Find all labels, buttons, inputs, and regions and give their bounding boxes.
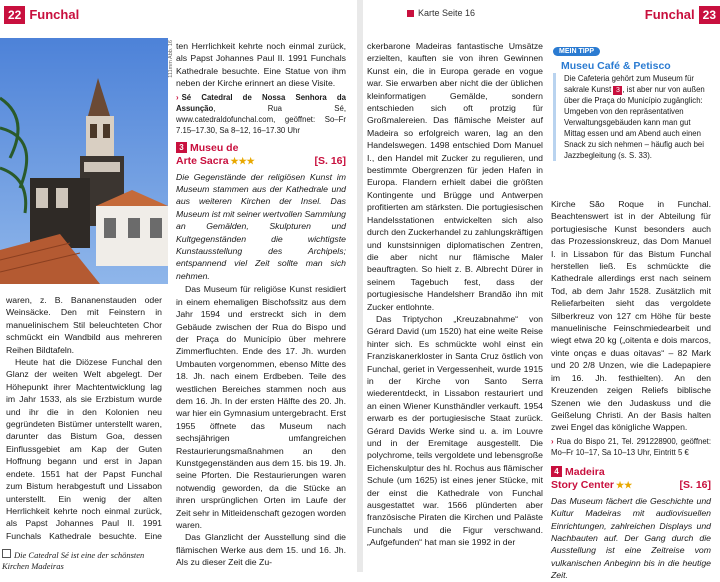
- tip-badge: MEIN TIPP: [553, 47, 600, 56]
- left-page: [0, 0, 357, 572]
- right-page-header: [645, 6, 720, 24]
- info-museum: [551, 436, 711, 458]
- tip-text: Die Cafeteria gehört zum Museum für sakrale Kunst: [564, 74, 695, 94]
- paragraph: Kirche São Roque in Funchal. Beachtenswert ist in der Abteilung für portugiesische Kunst besonders auch das Prozessionskreuz, das Dom Manuel I. in Lissabon für das Bistum Funchal herstellen ließ. Es schmückte die Kathedrale allerdings erst nach seinem Tod, ab dem Jahr 1528. Zusätzlich mit Reliefarbeiten sieht das vergoldete Silberkreuz von 127 cm Höhe für beste manuelinische Feinschmiedearbeit und wiegt etwa 20 kg („oitenta e dois marcos, vinte onças e duas oitavas“ – 82 Mark und 20 2/8 Unzen, wie die Ladepapiere im 16. Jh. festhielten). An den Kreuzenden zeigen Reliefs biblische Szenen wie den Judaskuss und die Geißelung Christi. An der Basis halten zwei Engel das königliche Wappen.: [551, 199, 711, 433]
- paragraph: Heute hat die Diözese Funchal den Glanz der weiten Welt abgelegt. Der Höhepunkt ihrer Machtentwicklung lag im Jahr 1533, als sie Erzbistum wurde und ihr die in den Kolonien neu gegründeten Bistümer unterstellt waren, darunter das Bistum Goa, dessen Einflussgebiet am Kap der Guten Hoffnung begann und erst in Japan endete. 1551 hat der Papst Funchal zum Bistum herabgestuft und Lissabon unterstellt. Ein wenig der alten Herrlichkeit kehrte noch einmal zurück, als Papst Johannes Paul II. 1991 Funchals Kathedrale besuchte. Eine: [6, 357, 162, 541]
- info-rest: , Rua Sé, www.catedraldofunchal.com, geöffnet: So–Fr 7.15–17.30, Sa 8–12, 16–17.30 Uhr: [176, 103, 346, 135]
- left-col2-text: [176, 40, 346, 569]
- map-reference-header: [407, 8, 475, 18]
- paragraph: ckerbarone Madeiras fantastische Umsätze erzielten, kauften sie von ihren Gewinnen Kunst ein, die in Europa gerade en vogue war. Sie erwarben aber nicht die der üblichen kleinformatigen Gemälde, sondern entschieden sich oft protzig für Großmalereien. Das flämische Meister auf Madeira so erfolgreich waren, lag an den Handelswegen. 1498 entschied Dom Manuel I., den Handel mit Zucker zu regulieren, und bestimmte Obergrenzen für jeden Hafen in Europa. Flandern erhielt dabei die größten Kontingente und Brügge und Antwerpen profitierten am stärksten. Die portugiesischen Handelsstationen entwickelten sich also durch den Zuckerhandel zu zahlungskräftigen und kunstsinnigen diplomatischen Zentren, die aber nicht nur flämische Maler beauftragten. So hielt z. B. Albrecht Dürer in seinem Tagebuch fest, dass der portugiesische Handelsherr Brandão ihn mit Zucker entlohnte.: [367, 41, 543, 312]
- section-intro: Die Gegenstände der religiösen Kunst im Museum stammen aus der Kathedrale und aus weiteren Kirchen der Insel. Das Museum ist mit seiner wertvollen Sammlung an Gemälden, Skulpturen und Kultgegenständen die wichtigste Kunstausstellung des Archipels; entspannend viel Zeit sollte man sich nehmen.: [176, 171, 346, 281]
- map-square-icon: [407, 10, 414, 17]
- tip-number-badge: 3: [613, 86, 622, 95]
- tip-box: [551, 40, 713, 190]
- tip-title: Museu Café & Petisco: [561, 60, 671, 72]
- left-col1-text: [6, 294, 162, 544]
- caption-icon: [2, 549, 11, 558]
- section-number-badge: 4: [551, 466, 562, 477]
- running-title: Funchal: [644, 7, 695, 22]
- section-title-line2: Story Center: [551, 478, 615, 491]
- section-title-line2: Arte Sacra: [176, 154, 229, 167]
- running-title: Funchal: [29, 7, 80, 22]
- paragraph: Das Museum für religiöse Kunst residiert in einem ehemaligen Bischofssitz aus dem Jahr 1594 und erstreckt sich in dem Gebäude zwischen der Rua do Bispo und der Praça do Município über mehrere Zimmerfluchten. Ende des 17. Jh. wurden Umbauten vorgenommen, ebenso Mitte des 18. Jh. nach einem Erdbeben. Teile des westlichen Bereiches stammen noch aus dem 16. Jh. In der ersten Hälfte des 20. Jh. war hier ein Gymnasium untergebracht. Erst 1955 öffnete das Museum nach sechsjährigen umfangreichen Restaurierungsmaßnahmen an den Kunstgegenständen aus dem 15. bis 19. Jh. seine Pforten. Die Restaurierungen waren notwendig geworden, da die Stücke an ihren ursprünglichen Orten im Laufe der Zeit sehr in Mitleidenschaft gezogen worden waren.: [176, 284, 346, 530]
- bullet-icon: ›: [551, 436, 554, 446]
- paragraph: ten Herrlichkeit kehrte noch einmal zurück, als Papst Johannes Paul II. 1991 Funchals Kathedrale besuchte. Eine Statue von ihm neben der Kirche erinnert an diese Visite.: [176, 41, 346, 89]
- section-intro: Das Museum fächert die Geschichte und Kultur Madeiras mit audiovisuellen Einrichtungen, zahlreichen Displays und Nachbauten auf. Der Gang durch die Ausstellung ist eine Zeitreise vom vulkanischen Anbeginn bis in die heutige Zeit.: [551, 495, 711, 581]
- section-heading-3: [176, 142, 346, 168]
- cathedral-photo: [0, 38, 168, 284]
- caption-text: Die Catedral Sé ist eine der schönsten Kirchen Madeiras: [2, 550, 145, 571]
- paragraph: Das Triptychon „Kreuzabnahme“ von Gérard David (um 1520) hat eine weite Reise hinter sich. Es schmückte wohl einst ein Franziskanerkloster in Santa Cruz östlich von Funchal, geriet in Vergessenheit, wurde 1915 in der Kirche von Santo Serra wiederentdeckt, in Lissabon restauriert und an einen Wiener Kunsthändler verkauft. 1954 erwarb es der portugiesische Staat zurück. Gérard Davids Werke sind u. a. im Louvre und in der Eremitage ausgestellt. Die polychrome, teils vergoldete und lebensgroße Eichenskulptur des hl. Rochus aus flämischer Schule (um 1625) ist eines jener Stücke, mit der einst die Kathedrale von Funchal ausgestattet war. 1566 plünderten aber französische Piraten die Kirchen und Paläste Funchals und die Figur verschwand. „Aufgefunden“ hat man sie 1992 in der: [367, 313, 543, 548]
- right-col1-text: [367, 40, 543, 549]
- photo-caption: [2, 549, 162, 572]
- tip-text-2: , ist aber nur von außen über die Praça do Município zugänglich: Umgeben von den repräsentativen Verwaltungsgebäuden kann man gut Mittag essen und am Abend auch einen Snack zu sich nehmen – häufig auch bei Jazzbegleitung (s. S. 33).: [564, 85, 705, 160]
- section-title-line1: Museu de: [190, 141, 239, 154]
- star-rating: ★★: [616, 479, 633, 490]
- map-ref-text: Karte Seite 16: [418, 8, 476, 18]
- section-number-badge: 3: [176, 142, 187, 153]
- map-reference: [S. 16]: [314, 154, 346, 167]
- photo-credit: 111mm Abb. 16: [168, 40, 174, 78]
- map-reference: [S. 16]: [679, 478, 711, 491]
- star-rating: ★★★: [230, 155, 255, 166]
- info-text: Rua do Bispo 21, Tel. 291228900, geöffnet: Mo–Fr 10–17, Sa 10–13 Uhr, Eintritt 5 €: [551, 436, 711, 457]
- right-page: [363, 0, 720, 581]
- paragraph: waren, z. B. Bananenstauden oder Weinsäcke. Den mit Feinstern in manuelinischem Stil beleuchteten Chor schmückt ein Wandbild aus mehreren Reihen Bildtafeln.: [6, 295, 162, 355]
- left-page-header: [4, 6, 79, 24]
- right-col2-text: [551, 198, 711, 582]
- info-cathedral: [176, 92, 346, 136]
- section-title-line1: Madeira: [565, 465, 605, 478]
- page-number: 23: [699, 6, 720, 24]
- info-name: Sé Catedral de Nossa Senhora da Assunção: [176, 92, 346, 113]
- section-heading-4: [551, 466, 711, 492]
- paragraph: Das Glanzlicht der Ausstellung sind die flämischen Werke aus dem 15. und 16. Jh. Als zu dieser Zeit die Zu-: [176, 532, 346, 568]
- tip-body: [553, 73, 713, 161]
- page-number: 22: [4, 6, 25, 24]
- bullet-icon: ›: [176, 92, 179, 102]
